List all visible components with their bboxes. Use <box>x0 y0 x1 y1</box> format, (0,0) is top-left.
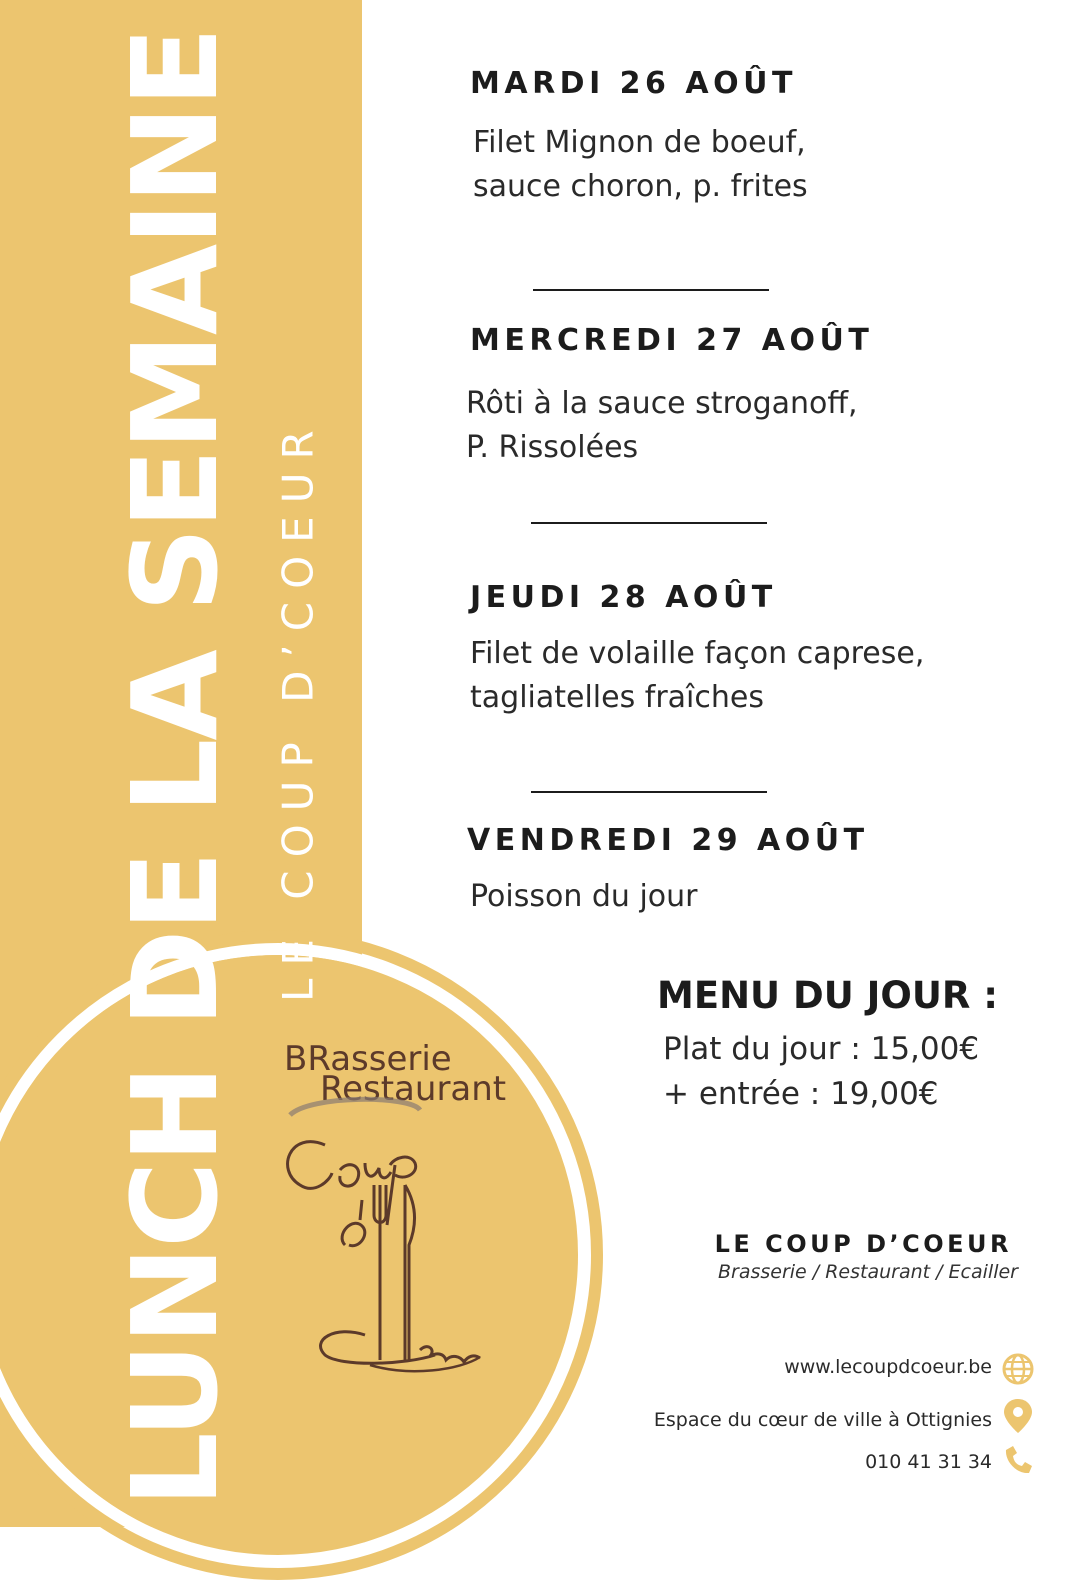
dish-friday <box>470 875 698 919</box>
day-heading-tuesday: MARDI 26 AOÛT <box>470 66 797 101</box>
globe-icon <box>1001 1352 1035 1386</box>
day-heading-friday: VENDREDI 29 AOÛT <box>467 823 869 858</box>
dish-line: tagliatelles fraîches <box>470 680 764 715</box>
phone-icon <box>1001 1443 1035 1477</box>
location-pin-icon <box>1001 1397 1035 1435</box>
logo-line-2: Restaurant <box>320 1069 507 1109</box>
dish-tuesday <box>473 121 808 209</box>
menu-price-entree: + entrée : 19,00€ <box>663 1076 939 1112</box>
website-link[interactable]: www.lecoupdcoeur.be <box>784 1356 992 1378</box>
logo-line-1: BRasserie <box>284 1039 452 1079</box>
phone-number[interactable]: 010 41 31 34 <box>865 1451 992 1473</box>
divider <box>533 289 769 291</box>
dish-line: Filet Mignon de boeuf, <box>473 125 806 160</box>
divider <box>531 522 767 524</box>
day-heading-thursday: JEUDI 28 AOÛT <box>470 580 777 615</box>
day-heading-wednesday: MERCREDI 27 AOÛT <box>470 323 874 358</box>
dish-thursday <box>470 632 924 720</box>
dish-line: Rôti à la sauce stroganoff, <box>466 386 858 421</box>
brand-tagline: Brasserie / Restaurant / Ecailler <box>717 1261 1018 1283</box>
dish-line: Filet de volaille façon caprese, <box>470 636 925 671</box>
vertical-title: LUNCH DE LA SEMAINE <box>106 28 244 1508</box>
menu-price-plat: Plat du jour : 15,00€ <box>663 1031 980 1067</box>
dish-line: P. Rissolées <box>466 430 639 465</box>
brasserie-logo <box>270 1035 530 1395</box>
dish-wednesday <box>466 382 858 470</box>
dish-line: Poisson du jour <box>470 879 698 914</box>
menu-du-jour-title: MENU DU JOUR : <box>657 974 999 1017</box>
brand-name: LE COUP D’COEUR <box>714 1230 1012 1258</box>
logo-script-art <box>270 1095 530 1395</box>
divider <box>531 791 767 793</box>
vertical-subtitle: LE COUP D’COEUR <box>273 417 323 1002</box>
dish-line: sauce choron, p. frites <box>473 169 808 204</box>
address-text: Espace du cœur de ville à Ottignies <box>653 1409 992 1431</box>
